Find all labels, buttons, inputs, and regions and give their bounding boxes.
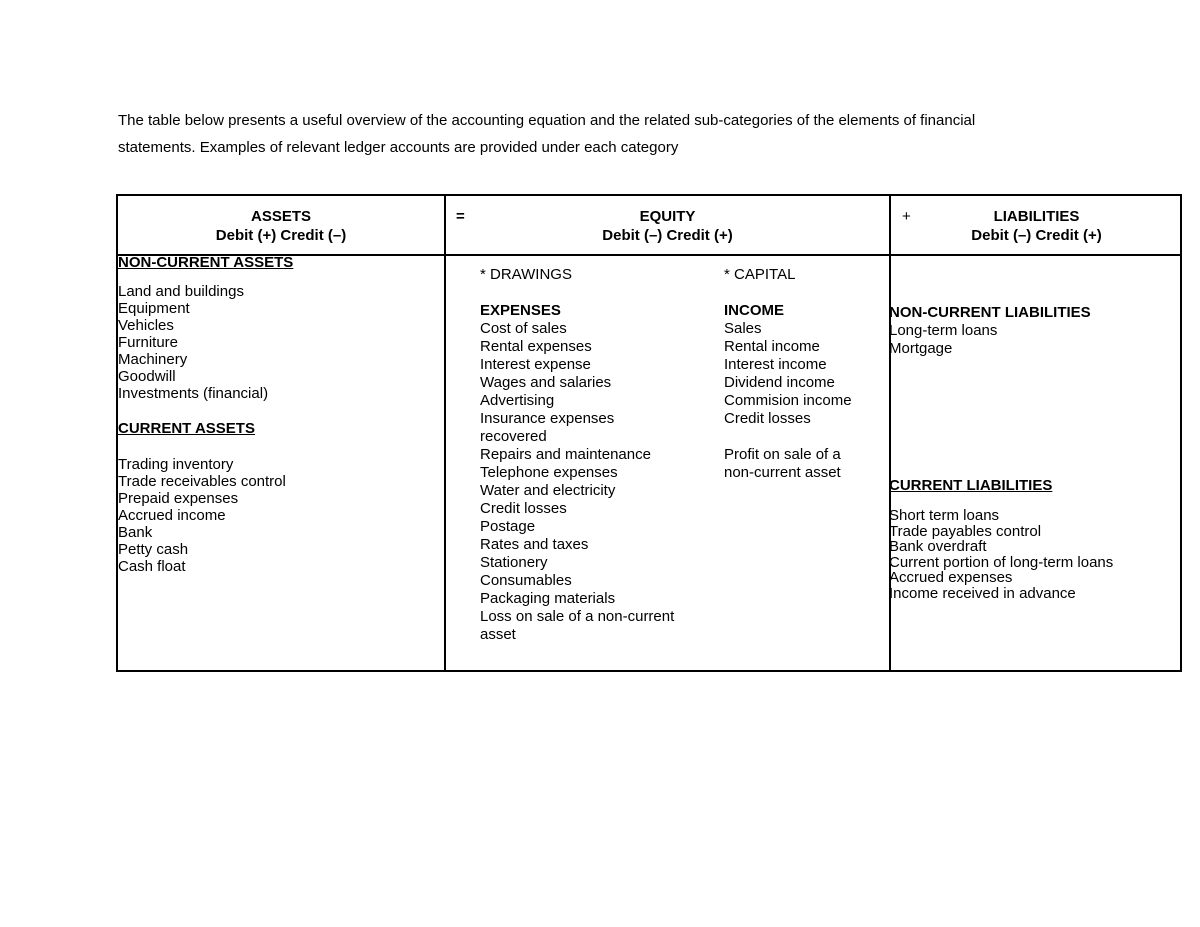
equals-sign: = <box>456 208 465 225</box>
intro-line-2: statements. Examples of relevant ledger accounts are provided under each category <box>118 139 679 156</box>
list-item: Wages and salaries <box>480 374 612 391</box>
list-item: Income received in advance <box>889 584 1076 602</box>
noncurrent-liabilities-heading: NON-CURRENT LIABILITIES <box>889 304 1091 321</box>
list-item: Investments (financial) <box>118 385 269 402</box>
accounting-equation-table <box>116 194 1182 672</box>
list-item: Goodwill <box>118 368 176 385</box>
intro-line-1: The table below presents a useful overview of the accounting equation and the related sub-categories of the elements of financial <box>118 112 976 129</box>
equity-title: EQUITY <box>639 208 696 225</box>
assets-title: ASSETS <box>250 208 311 225</box>
list-item: Petty cash <box>118 541 189 558</box>
list-item: Loss on sale of a non-current <box>480 608 675 625</box>
list-item: Insurance expenses <box>480 410 615 427</box>
list-item: Postage <box>480 518 536 535</box>
list-item: Stationery <box>480 554 548 571</box>
list-item: Rental income <box>724 338 820 355</box>
noncurrent-liabilities-list <box>889 322 1091 358</box>
intro-paragraph <box>118 107 1118 161</box>
column-divider-1 <box>444 196 446 670</box>
current-liabilities-section <box>889 477 1113 601</box>
list-item: Rental expenses <box>480 338 592 355</box>
drawings-label: * DRAWINGS <box>480 266 572 283</box>
liabilities-column <box>889 304 1091 358</box>
list-item: non-current asset <box>724 464 841 481</box>
list-item: Mortgage <box>889 340 953 357</box>
list-item: recovered <box>480 428 547 445</box>
list-item: Advertising <box>480 392 555 409</box>
list-item: Trade payables control <box>889 522 1042 540</box>
liabilities-title: LIABILITIES <box>993 208 1080 225</box>
list-item: Interest expense <box>480 356 591 373</box>
capital-label: * CAPITAL <box>724 266 796 283</box>
list-item: Consumables <box>480 572 572 589</box>
income-heading: INCOME <box>724 302 784 319</box>
equity-income-column <box>724 266 852 482</box>
list-item: Dividend income <box>724 374 835 391</box>
list-item: Trading inventory <box>118 456 234 473</box>
noncurrent-assets-list <box>118 283 293 402</box>
equity-expenses-column <box>480 266 674 644</box>
list-item: Sales <box>724 320 762 337</box>
list-item: Rates and taxes <box>480 536 589 553</box>
list-item: Vehicles <box>118 317 174 334</box>
current-assets-list <box>118 456 293 575</box>
list-item: Cash float <box>118 558 186 575</box>
list-item: Accrued expenses <box>889 569 1013 586</box>
list-item: Credit losses <box>724 410 811 427</box>
list-item: Interest income <box>724 356 827 373</box>
list-item: Prepaid expenses <box>118 490 239 507</box>
list-item: Profit on sale of a <box>724 446 841 463</box>
list-item: Bank overdraft <box>889 538 987 555</box>
current-liabilities-list <box>889 508 1113 601</box>
expenses-list <box>480 320 674 644</box>
list-item: Trade receivables control <box>118 473 286 490</box>
list-item: Cost of sales <box>480 320 567 337</box>
list-item: Commision income <box>724 392 852 409</box>
current-liabilities-heading: CURRENT LIABILITIES <box>889 477 1053 494</box>
current-assets-heading: CURRENT ASSETS <box>118 420 255 437</box>
list-item: Land and buildings <box>118 283 244 300</box>
list-item: Credit losses <box>480 500 567 517</box>
list-item: asset <box>480 626 516 643</box>
list-item: Equipment <box>118 300 190 317</box>
profit-on-sale-text <box>724 446 852 482</box>
assets-debit-credit: Debit (+) Credit (–) <box>215 227 347 244</box>
list-item: Bank <box>118 524 153 541</box>
list-item: Furniture <box>118 334 179 351</box>
liabilities-debit-credit: Debit (–) Credit (+) <box>971 227 1102 244</box>
assets-header <box>118 207 444 245</box>
list-item: Water and electricity <box>480 482 616 499</box>
list-item: Repairs and maintenance <box>480 446 651 463</box>
assets-column <box>118 254 293 575</box>
expenses-heading: EXPENSES <box>480 302 561 319</box>
income-list <box>724 320 852 428</box>
noncurrent-assets-heading: NON-CURRENT ASSETS <box>118 254 294 271</box>
equity-header <box>446 207 889 245</box>
list-item: Accrued income <box>118 507 226 524</box>
list-item: Current portion of long-term loans <box>889 553 1114 571</box>
list-item: Long-term loans <box>889 322 998 339</box>
plus-sign: + <box>902 208 911 225</box>
list-item: Telephone expenses <box>480 464 618 481</box>
list-item: Packaging materials <box>480 590 616 607</box>
list-item: Machinery <box>118 351 188 368</box>
liabilities-header <box>891 207 1182 245</box>
equity-debit-credit: Debit (–) Credit (+) <box>602 227 733 244</box>
list-item: Short term loans <box>889 507 1000 524</box>
